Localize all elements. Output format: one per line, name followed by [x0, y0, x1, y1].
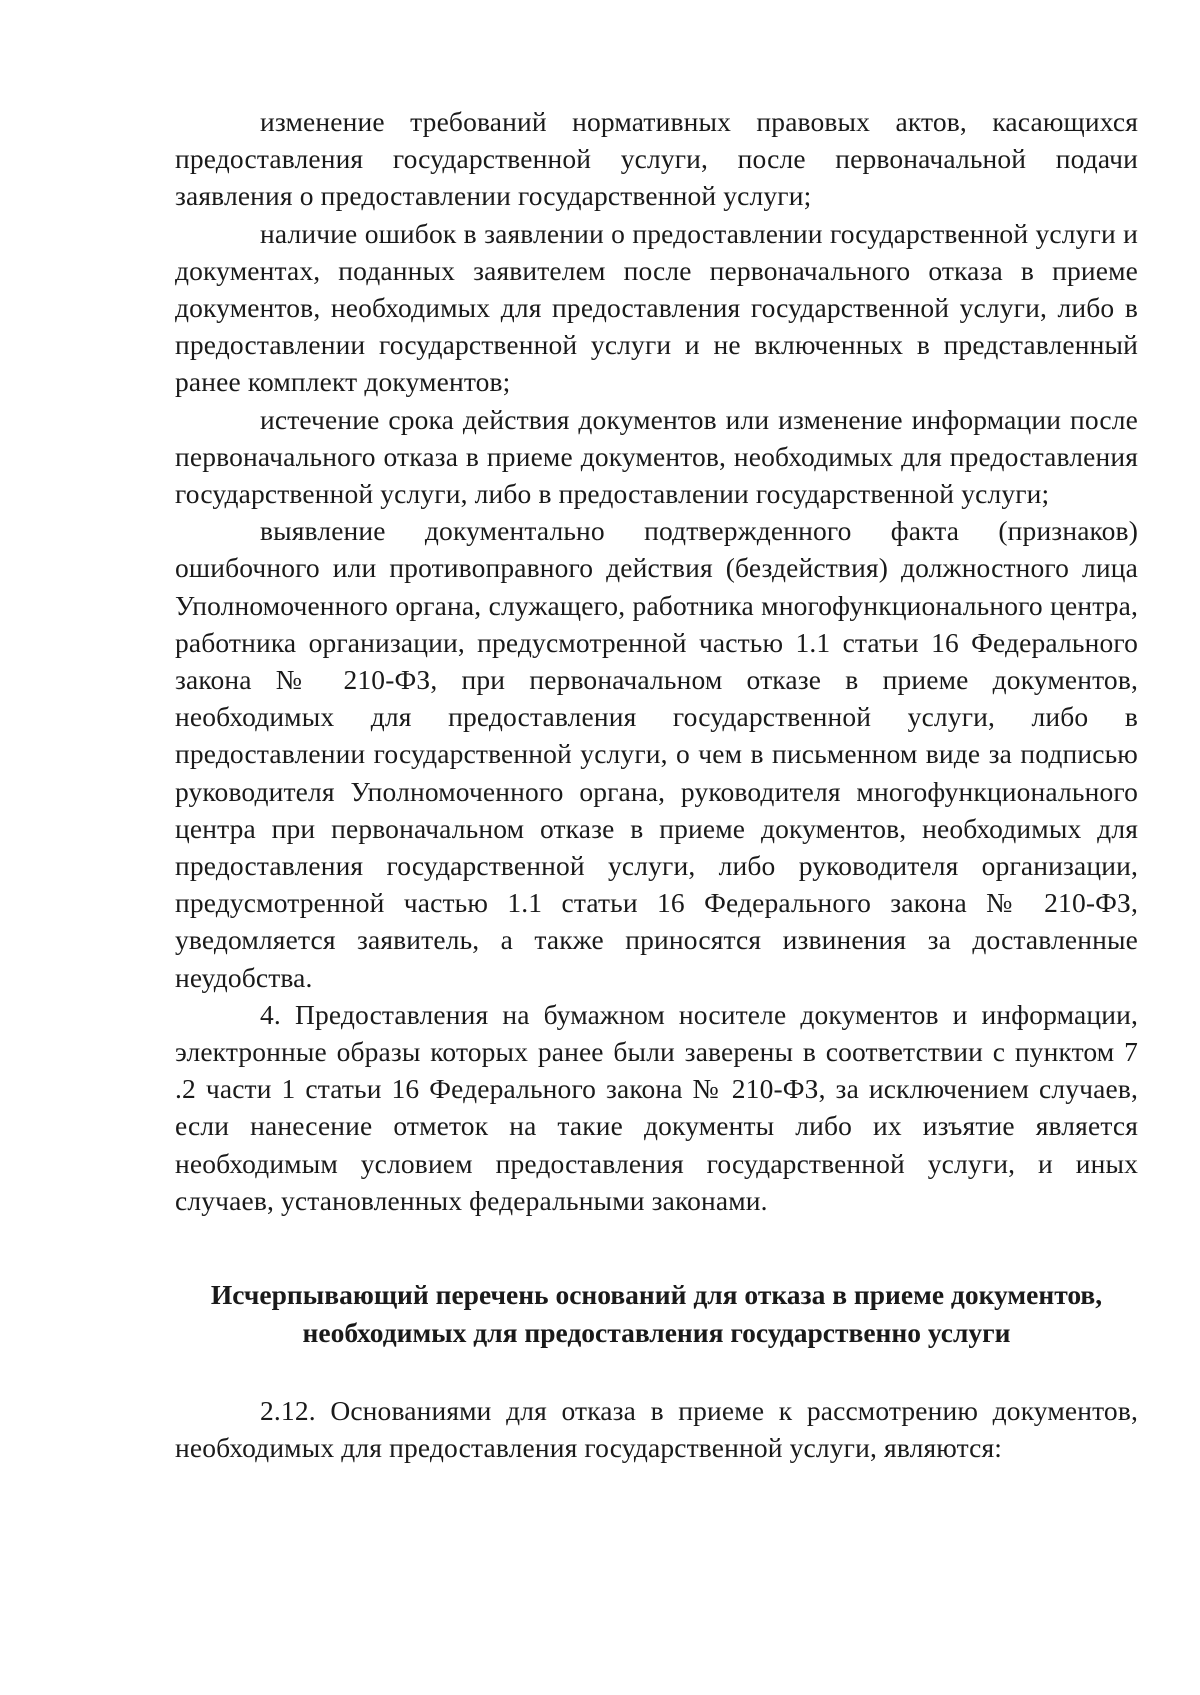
paragraph-regulation-change: изменение требований нормативных правовых актов, касающихся предоставления государственной услуги, после первоначальной подачи заявления о предоставлении государственной услуги;: [175, 106, 1138, 212]
document-page: [175, 103, 1138, 1467]
paragraph-item-4: 4. Предоставления на бумажном носителе документов и информации, электронные образы которых ранее были заверены в соответствии с пунктом 7 .2 части 1 статьи 16 Федерального закона № 210-ФЗ, за исключением случаев, если нанесение отметок на такие документы либо их изъятие является необходимым условием предоставления государственной услуги, и иных случаев, установленных федеральными законами.: [175, 998, 1138, 1216]
paragraph-2-12: 2.12. Основаниями для отказа в приеме к рассмотрению документов, необходимых для предоставления государственной услуги, являются:: [175, 1395, 1138, 1464]
paragraph-erroneous-action: выявление документально подтвержденного факта (признаков) ошибочного или противоправного действия (бездействия) должностного лица Уполномоченного органа, служащего, работника многофункционального центра, работника организации, предусмотренной частью 1.1 статьи 16 Федерального закона № 210-ФЗ, при первоначальном отказе в приеме документов, необходимых для предоставления государственной услуги, либо в предоставлении государственной услуги, о чем в письменном виде за подписью руководителя Уполномоченного органа, руководителя многофункционального центра при первоначальном отказе в приеме документов, необходимых для предоставления государственной услуги, либо руководителя организации, предусмотренной частью 1.1 статьи 16 Федерального закона № 210-ФЗ, уведомляется заявитель, а также приносятся извинения за доставленные неудобства.: [175, 515, 1138, 993]
paragraph-document-expiry: истечение срока действия документов или изменение информации после первоначального отказа в приеме документов, необходимых для предоставления государственной услуги, либо в предоставлении государственной услуги;: [175, 403, 1138, 510]
section-heading: Исчерпывающий перечень оснований для отказа в приеме документов, необходимых для предоставления государственно услуги: [210, 1279, 1103, 1349]
paragraph-errors-in-application: наличие ошибок в заявлении о предоставлении государственной услуги и документах, поданных заявителем после первоначального отказа в приеме документов, необходимых для предоставления государственной услуги, либо в предоставлении государственной услуги и не включенных в представленный ранее комплект документов;: [175, 217, 1138, 398]
